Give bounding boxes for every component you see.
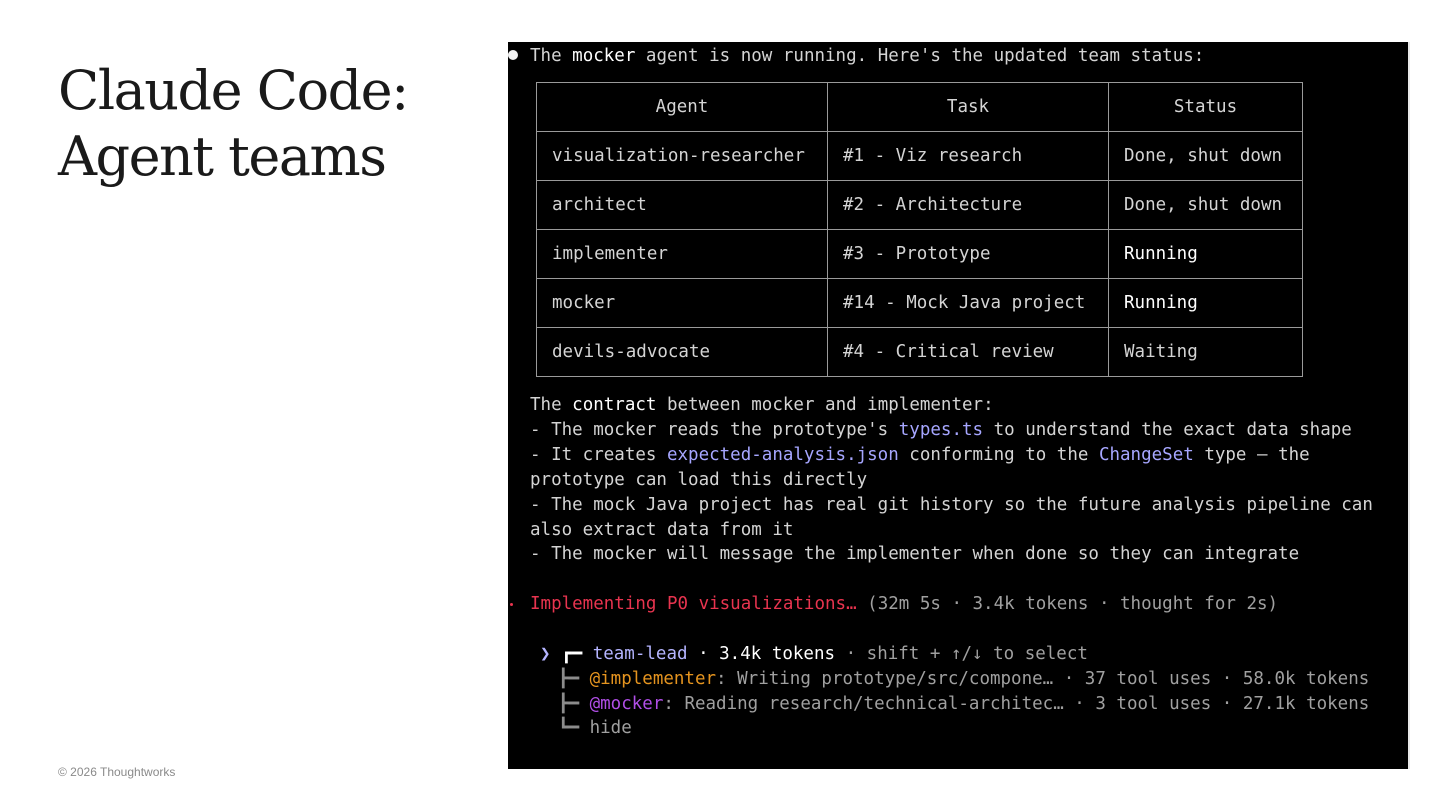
task-cell: #2 - Architecture xyxy=(828,181,1109,230)
header-task: Task xyxy=(828,83,1109,132)
message-bullet-icon xyxy=(508,50,518,60)
contract-line-2: - It creates expected-analysis.json conforming to the ChangeSet type — the xyxy=(530,445,1310,465)
changeset-type-ref: ChangeSet xyxy=(1098,445,1194,465)
contract-line-3: - The mock Java project has real git history so the future analysis pipeline can xyxy=(530,495,1373,515)
team-lead-name: team-lead xyxy=(592,644,688,664)
agent-cell: architect xyxy=(537,181,828,230)
contract-line-4: - The mocker will message the implementer when done so they can integrate xyxy=(530,544,1300,564)
copyright-footer: © 2026 Thoughtworks xyxy=(58,765,176,779)
contract-line-1: - The mocker reads the prototype's types.ts to understand the exact data shape xyxy=(530,420,1352,440)
agent-cell: mocker xyxy=(537,279,828,328)
types-file-ref: types.ts xyxy=(898,420,984,440)
status-cell: Done, shut down xyxy=(1109,132,1303,181)
agent-cell: visualization-researcher xyxy=(537,132,828,181)
slide-title-line-1: Claude Code: xyxy=(58,59,408,122)
contract-line-3-continued: also extract data from it xyxy=(530,520,794,540)
mocker-mention: @mocker xyxy=(589,694,664,714)
task-cell: #1 - Viz research xyxy=(828,132,1109,181)
table-row xyxy=(537,132,1303,181)
table-header-row xyxy=(537,83,1303,132)
header-agent: Agent xyxy=(537,83,828,132)
select-hint: · shift + ↑/↓ to select xyxy=(835,644,1088,664)
task-cell: #4 - Critical review xyxy=(828,328,1109,377)
hide-label: hide xyxy=(589,718,632,738)
status-cell: Running xyxy=(1109,230,1303,279)
team-member-row-mocker[interactable]: ┣━ @mocker: Reading research/technical-architec… · 3 tool uses · 27.1k tokens xyxy=(558,694,1370,714)
contract-keyword: contract xyxy=(572,395,657,415)
team-lead-row[interactable]: ❯ ┏━ team-lead · 3.4k tokens · shift + ↑/↓ to select xyxy=(540,644,1088,664)
implementer-mention: @implementer xyxy=(589,669,717,689)
contract-heading: The contract between mocker and implementer: xyxy=(530,395,994,415)
activity-label: Implementing P0 visualizations… xyxy=(530,594,857,614)
activity-spinner-icon xyxy=(510,603,513,606)
contract-line-2-continued: prototype can load this directly xyxy=(530,470,868,490)
selection-chevron-icon: ❯ xyxy=(540,644,551,664)
terminal-screenshot xyxy=(508,42,1410,769)
team-status-table xyxy=(536,82,1303,377)
hide-row[interactable]: ┗━ hide xyxy=(558,718,632,738)
agent-cell: devils-advocate xyxy=(537,328,828,377)
activity-status-line xyxy=(530,592,1278,617)
slide-title xyxy=(58,58,408,190)
table-row xyxy=(537,328,1303,377)
team-lead-tokens: · 3.4k tokens xyxy=(687,644,836,664)
slide-title-line-2: Agent teams xyxy=(58,125,386,188)
mocker-activity: : Reading research/technical-architec… · 3 tool uses · 27.1k tokens xyxy=(663,694,1370,714)
agent-cell: implementer xyxy=(537,230,828,279)
table-row xyxy=(537,230,1303,279)
table-row xyxy=(537,181,1303,230)
header-status: Status xyxy=(1109,83,1303,132)
expected-analysis-file-ref: expected-analysis.json xyxy=(666,445,899,465)
task-cell: #3 - Prototype xyxy=(828,230,1109,279)
team-member-row-implementer[interactable]: ┣━ @implementer: Writing prototype/src/compone… · 37 tool uses · 58.0k tokens xyxy=(558,669,1370,689)
task-cell: #14 - Mock Java project xyxy=(828,279,1109,328)
intro-agent-name: mocker xyxy=(572,46,636,66)
status-cell: Running xyxy=(1109,279,1303,328)
status-cell: Done, shut down xyxy=(1109,181,1303,230)
implementer-activity: : Writing prototype/src/compone… · 37 tool uses · 58.0k tokens xyxy=(716,669,1370,689)
intro-line: The mocker agent is now running. Here's the updated team status: xyxy=(530,46,1205,66)
table-row xyxy=(537,279,1303,328)
activity-meta: (32m 5s · 3.4k tokens · thought for 2s) xyxy=(856,594,1279,614)
status-cell: Waiting xyxy=(1109,328,1303,377)
